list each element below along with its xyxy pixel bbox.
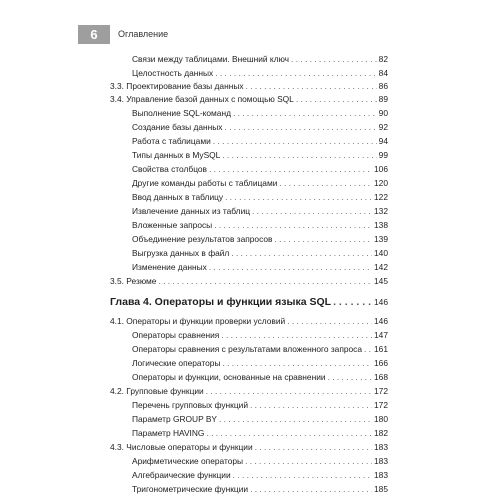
toc-entry-label: Извлечение данных из таблиц bbox=[132, 206, 251, 216]
toc-entry-page: 146 bbox=[374, 316, 388, 326]
toc-entry-label: Изменение данных bbox=[132, 262, 207, 272]
toc-entry-label: Связи между таблицами. Внешний ключ bbox=[132, 54, 290, 64]
toc-entry bbox=[132, 454, 388, 468]
toc-entry bbox=[132, 176, 388, 190]
toc-entry-page: 183 bbox=[374, 470, 388, 480]
toc-entry-page: 89 bbox=[378, 94, 388, 104]
toc-entry-page: 142 bbox=[374, 262, 388, 272]
toc-leader-dots bbox=[231, 246, 372, 260]
toc-entry bbox=[110, 79, 388, 93]
toc-entry-page: 106 bbox=[374, 164, 388, 174]
toc-entry-label: 3.4. Управление базой данных с помощью SQL bbox=[110, 94, 294, 104]
toc-leader-dots bbox=[209, 162, 372, 176]
toc-leader-dots bbox=[219, 412, 372, 426]
toc-leader-dots bbox=[252, 204, 372, 218]
toc-entry-label: 4.1. Операторы и функции проверки условий bbox=[110, 316, 286, 326]
toc-entry-page: 139 bbox=[374, 234, 388, 244]
toc-leader-dots bbox=[225, 190, 372, 204]
toc-leader-dots bbox=[233, 106, 377, 120]
toc-entry bbox=[132, 398, 388, 412]
toc-entry-label: Создание базы данных bbox=[132, 122, 223, 132]
toc-entry bbox=[132, 370, 388, 384]
toc-entry bbox=[132, 412, 388, 426]
toc-leader-dots bbox=[333, 294, 372, 310]
toc-entry-page: 120 bbox=[374, 178, 388, 188]
toc-entry-page: 147 bbox=[374, 330, 388, 340]
toc-entry-label: Другие команды работы с таблицами bbox=[132, 178, 278, 188]
toc-entry-page: 166 bbox=[374, 358, 388, 368]
toc-entry-page: 145 bbox=[374, 276, 388, 286]
toc-entry bbox=[132, 260, 388, 274]
toc-leader-dots bbox=[274, 232, 372, 246]
toc-entry-label: 4.2. Групповые функции bbox=[110, 386, 204, 396]
toc-entry-page: 92 bbox=[378, 122, 388, 132]
toc-leader-dots bbox=[233, 468, 372, 482]
toc-entry-label: Операторы сравнения bbox=[132, 330, 220, 340]
toc-leader-dots bbox=[213, 134, 377, 148]
toc-entry bbox=[132, 342, 388, 356]
toc-entry-label: Выгрузка данных в файл bbox=[132, 248, 230, 258]
toc-chapter-heading bbox=[110, 294, 388, 310]
toc-leader-dots bbox=[296, 92, 377, 106]
toc-entry-page: 140 bbox=[374, 248, 388, 258]
toc-entry-label: Тригонометрические функции bbox=[132, 484, 249, 494]
toc-leader-dots bbox=[250, 482, 372, 496]
toc-entry-label: Алгебраические функции bbox=[132, 470, 231, 480]
toc-entry-page: 183 bbox=[374, 442, 388, 452]
toc-entry bbox=[132, 120, 388, 134]
toc-entry bbox=[132, 106, 388, 120]
toc-entry bbox=[110, 314, 388, 328]
toc-leader-dots bbox=[250, 398, 372, 412]
toc-entry bbox=[110, 92, 388, 106]
toc-leader-dots bbox=[328, 370, 372, 384]
page-header bbox=[0, 0, 500, 44]
toc-leader-dots bbox=[222, 148, 376, 162]
toc-leader-dots bbox=[246, 79, 377, 93]
toc-entry-page: 161 bbox=[374, 344, 388, 354]
toc-leader-dots bbox=[158, 274, 372, 288]
toc-entry bbox=[132, 66, 388, 80]
toc-entry-label: 3.3. Проектирование базы данных bbox=[110, 81, 244, 91]
toc-entry bbox=[110, 440, 388, 454]
toc-entry bbox=[132, 204, 388, 218]
toc-entry bbox=[132, 426, 388, 440]
toc-leader-dots bbox=[364, 342, 372, 356]
toc-entry-page: 138 bbox=[374, 220, 388, 230]
toc-entry-page: 84 bbox=[378, 68, 388, 78]
toc-leader-dots bbox=[287, 314, 372, 328]
toc-entry bbox=[132, 468, 388, 482]
toc-entry bbox=[132, 356, 388, 370]
toc-entry-label: Целостность данных bbox=[132, 68, 214, 78]
toc-entry-page: 185 bbox=[374, 484, 388, 494]
toc-entry-label: Объединение результатов запросов bbox=[132, 234, 273, 244]
toc-entry-label: Параметр HAVING bbox=[132, 428, 205, 438]
toc-leader-dots bbox=[206, 426, 372, 440]
page-number: 6 bbox=[78, 25, 110, 44]
toc-entry-label: Вложенные запросы bbox=[132, 220, 213, 230]
toc-entry-label: Типы данных в MySQL bbox=[132, 150, 221, 160]
toc-leader-dots bbox=[224, 120, 376, 134]
toc-leader-dots bbox=[214, 218, 372, 232]
toc-entry-page: 86 bbox=[378, 81, 388, 91]
toc-entry-label: Операторы и функции, основанные на сравнении bbox=[132, 372, 326, 382]
toc-leader-dots bbox=[222, 356, 372, 370]
toc-entry-page: 90 bbox=[378, 108, 388, 118]
toc-entry bbox=[132, 218, 388, 232]
toc-leader-dots bbox=[245, 454, 372, 468]
toc-leader-dots bbox=[215, 66, 376, 80]
toc-entry-page: 99 bbox=[378, 150, 388, 160]
toc-entry bbox=[132, 246, 388, 260]
toc-entry bbox=[132, 134, 388, 148]
toc-entry-page: 182 bbox=[374, 428, 388, 438]
toc-entry-page: 132 bbox=[374, 206, 388, 216]
toc-entry-page: 122 bbox=[374, 192, 388, 202]
toc-entry bbox=[132, 232, 388, 246]
toc-leader-dots bbox=[279, 176, 372, 190]
toc-entry bbox=[132, 482, 388, 496]
toc-entry-label: 3.5. Резюме bbox=[110, 276, 157, 286]
toc-entry-label: Арифметические операторы bbox=[132, 456, 244, 466]
toc-leader-dots bbox=[221, 328, 372, 342]
toc-leader-dots bbox=[206, 384, 372, 398]
toc-entry-label: Выполнение SQL-команд bbox=[132, 108, 231, 118]
toc-leader-dots bbox=[255, 440, 372, 454]
toc-entry bbox=[132, 162, 388, 176]
toc-entry-label: 4.3. Числовые операторы и функции bbox=[110, 442, 253, 452]
toc-entry-page: 146 bbox=[374, 297, 388, 307]
toc-entry-label: Логические операторы bbox=[132, 358, 221, 368]
toc-entry-label: Параметр GROUP BY bbox=[132, 414, 218, 424]
toc-entry-label: Свойства столбцов bbox=[132, 164, 207, 174]
toc-entry-page: 172 bbox=[374, 386, 388, 396]
toc-leader-dots bbox=[209, 260, 372, 274]
toc-entry-page: 180 bbox=[374, 414, 388, 424]
toc-entry-page: 168 bbox=[374, 372, 388, 382]
toc-entry-page: 172 bbox=[374, 400, 388, 410]
toc-entry bbox=[110, 274, 388, 288]
toc-chapter-label: Глава 4. Операторы и функции языка SQL bbox=[110, 296, 332, 308]
toc-entry bbox=[132, 328, 388, 342]
toc-entry bbox=[132, 52, 388, 66]
toc-entry bbox=[132, 190, 388, 204]
toc-entry-page: 82 bbox=[378, 54, 388, 64]
toc-entry-page: 183 bbox=[374, 456, 388, 466]
toc-entry-label: Перечень групповых функций bbox=[132, 400, 248, 410]
toc-entry-page: 94 bbox=[378, 136, 388, 146]
running-title: Оглавление bbox=[118, 29, 169, 39]
toc-entry bbox=[110, 384, 388, 398]
toc-entry bbox=[132, 148, 388, 162]
toc-leader-dots bbox=[291, 52, 377, 66]
toc-entry-label: Работа с таблицами bbox=[132, 136, 211, 146]
toc-entry-label: Операторы сравнения с результатами вложенного запроса bbox=[132, 344, 363, 354]
toc-entry-label: Ввод данных в таблицу bbox=[132, 192, 224, 202]
